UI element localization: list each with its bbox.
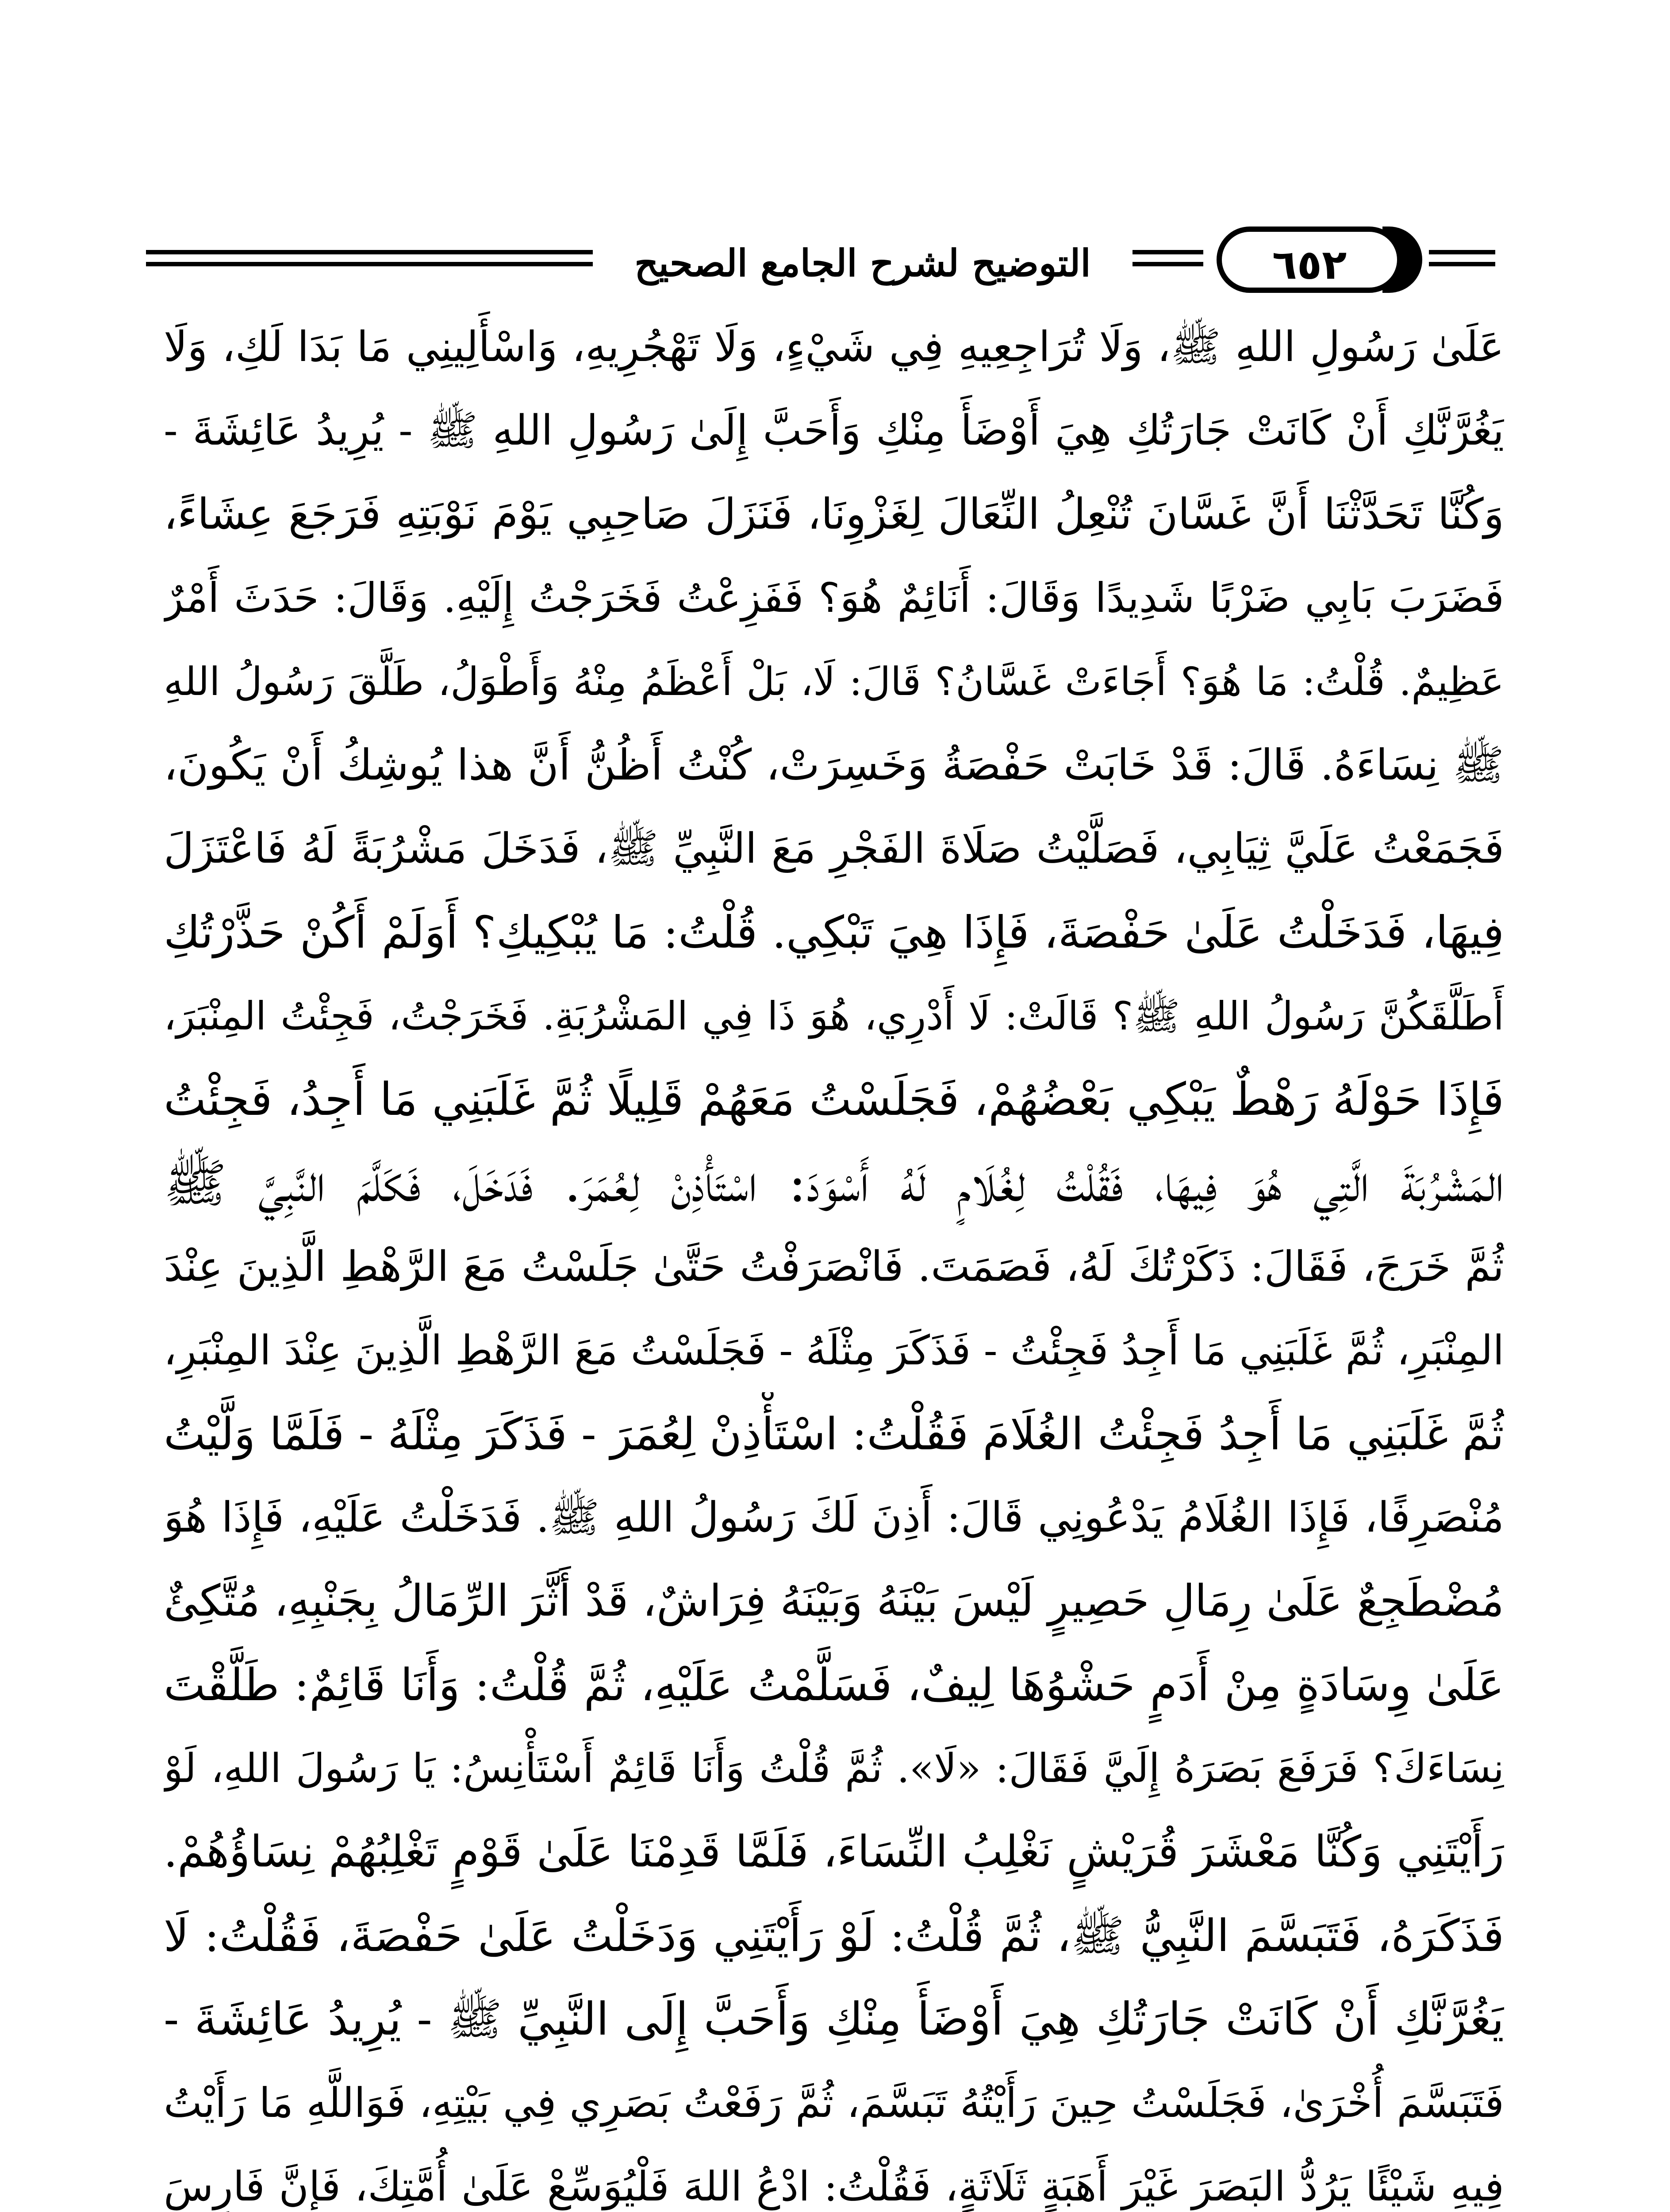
page-number: ٦٥٢ (1217, 227, 1402, 293)
text-line: المِنْبَرِ، ثُمَّ غَلَبَنِي مَا أَجِدُ فَجِئْتُ - فَذَكَرَ مِثْلَهُ - فَجَلَسْتُ مَعَ الرَّهْطِ الَّذِينَ عِنْدَ المِنْبَرِ، (164, 1327, 1504, 1374)
text-line: وَكُنَّا تَحَدَّثْنَا أَنَّ غَسَّانَ تُنْعِلُ النِّعَالَ لِغَزْوِنَا، فَنَزَلَ صَاحِبِي يَوْمَ نَوْبَتِهِ فَرَجَعَ عِشَاءً، (164, 489, 1504, 539)
text-line: نِسَاءَكَ؟ فَرَفَعَ بَصَرَهُ إِلَيَّ فَقَالَ: «لَا». ثُمَّ قُلْتُ وَأَنَا قَائِمٌ أَسْتَأْنِسُ: يَا رَسُولَ اللهِ، لَوْ (164, 1745, 1504, 1792)
text-line: عَلَىٰ وِسَادَةٍ مِنْ أَدَمٍ حَشْوُهَا لِيفٌ، فَسَلَّمْتُ عَلَيْهِ، ثُمَّ قُلْتُ: وَأَنَا قَائِمٌ: طَلَّقْتَ (164, 1659, 1504, 1711)
text-line: عَظِيمٌ. قُلْتُ: مَا هُوَ؟ أَجَاءَتْ غَسَّانُ؟ قَالَ: لَا، بَلْ أَعْظَمُ مِنْهُ وَأَطْوَلُ، طَلَّقَ رَسُولُ اللهِ (164, 659, 1504, 704)
text-line: يَغُرَّنَّكِ أَنْ كَانَتْ جَارَتُكِ هِيَ أَوْضَأَ مِنْكِ وَأَحَبَّ إِلَىٰ رَسُولِ اللهِ ﷺ - يُرِيدُ عَائِشَةَ - (164, 407, 1504, 455)
header-rule-left-top (146, 250, 593, 254)
text-line: مُنْصَرِفًا، فَإِذَا الغُلَامُ يَدْعُونِي قَالَ: أَذِنَ لَكَ رَسُولُ اللهِ ﷺ. فَدَخَلْتُ عَلَيْهِ، فَإِذَا هُوَ (164, 1494, 1504, 1542)
text-line: مُضْطَجِعٌ عَلَىٰ رِمَالِ حَصِيرٍ لَيْسَ بَيْنَهُ وَبَيْنَهُ فِرَاشٌ، قَدْ أَثَّرَ الرِّمَالُ بِجَنْبِهِ، مُتَّكِئٌ (164, 1576, 1504, 1626)
text-line: عَلَىٰ رَسُولِ اللهِ ﷺ، وَلَا تُرَاجِعِيهِ فِي شَيْءٍ، وَلَا تَهْجُرِيهِ، وَاسْأَلِينِي مَا بَدَا لَكِ، وَلَا (164, 323, 1504, 371)
text-line: ثُمَّ غَلَبَنِي مَا أَجِدُ فَجِئْتُ الغُلَامَ فَقُلْتُ: اسْتَأْذِنْ لِعُمَرَ - فَذَكَرَ مِثْلَهُ - فَلَمَّا وَلَّيْتُ (164, 1408, 1504, 1460)
body-text (164, 305, 1504, 2212)
header-rule-mid-top (1133, 250, 1203, 254)
text-line: المَشْرُبَةَ الَّتِي هُوَ فِيهَا، فَقُلْتُ لِغُلَامٍ لَهُ أَسْوَدَ: اسْتَأْذِنْ لِعُمَرَ. فَدَخَلَ، فَكَلَّمَ النَّبِيَّ ﷺ (164, 1152, 1504, 1214)
text-line: فَجَمَعْتُ عَلَيَّ ثِيَابِي، فَصَلَّيْتُ صَلَاةَ الفَجْرِ مَعَ النَّبِيِّ ﷺ، فَدَخَلَ مَشْرُبَةً لَهُ فَاعْتَزَلَ (164, 825, 1504, 873)
header-rule-right-bottom (1429, 262, 1495, 266)
header-rule-left-bottom (146, 262, 593, 266)
text-line: رَأَيْتَنِي وَكُنَّا مَعْشَرَ قُرَيْشٍ نَغْلِبُ النِّسَاءَ، فَلَمَّا قَدِمْنَا عَلَىٰ قَوْمٍ تَغْلِبُهُمْ نِسَاؤُهُمْ. (164, 1827, 1504, 1877)
header-rule-right-top (1429, 250, 1495, 254)
page-header (146, 221, 1495, 301)
text-line: ﷺ نِسَاءَهُ. قَالَ: قَدْ خَابَتْ حَفْصَةُ وَخَسِرَتْ، كُنْتُ أَظُنُّ أَنَّ هذا يُوشِكُ أَنْ يَكُونَ، (164, 740, 1504, 790)
header-rule-mid-bottom (1133, 262, 1203, 266)
text-line: فَذَكَرَهُ، فَتَبَسَّمَ النَّبِيُّ ﷺ، ثُمَّ قُلْتُ: لَوْ رَأَيْتَنِي وَدَخَلْتُ عَلَىٰ حَفْصَةَ، فَقُلْتُ: لَا (164, 1910, 1504, 1962)
text-line: فِيهِ شَيْئًا يَرُدُّ البَصَرَ غَيْرَ أَهَبَةٍ ثَلَاثَةٍ، فَقُلْتُ: ادْعُ اللهَ فَلْيُوَسِّعْ عَلَىٰ أُمَّتِكَ، فَإِنَّ فَارِسَ (164, 2163, 1504, 2210)
page-number-badge (1199, 221, 1429, 301)
text-line: فِيهَا، فَدَخَلْتُ عَلَىٰ حَفْصَةَ، فَإِذَا هِيَ تَبْكِي. قُلْتُ: مَا يُبْكِيكِ؟ أَوَلَمْ أَكُنْ حَذَّرْتُكِ (164, 906, 1504, 958)
text-line: فَضَرَبَ بَابِي ضَرْبًا شَدِيدًا وَقَالَ: أَنَائِمٌ هُوَ؟ فَفَزِعْتُ فَخَرَجْتُ إِلَيْهِ. وَقَالَ: حَدَثَ أَمْرٌ (164, 574, 1504, 622)
text-line: أَطَلَّقَكُنَّ رَسُولُ اللهِ ﷺ؟ قَالَتْ: لَا أَدْرِي، هُوَ ذَا فِي المَشْرُبَةِ. فَخَرَجْتُ، فَجِئْتُ المِنْبَرَ، (164, 993, 1504, 1039)
text-line: يَغُرَّنَّكِ أَنْ كَانَتْ جَارَتُكِ هِيَ أَوْضَأَ مِنْكِ وَأَحَبَّ إِلَى النَّبِيِّ ﷺ - يُرِيدُ عَائِشَةَ - (164, 1993, 1504, 2046)
text-line: فَتَبَسَّمَ أُخْرَىٰ، فَجَلَسْتُ حِينَ رَأَيْتُهُ تَبَسَّمَ، ثُمَّ رَفَعْتُ بَصَرِي فِي بَيْتِهِ، فَوَاللَّهِ مَا رَأَيْتُ (164, 2079, 1504, 2127)
text-line: ثُمَّ خَرَجَ، فَقَالَ: ذَكَرْتُكَ لَهُ، فَصَمَتَ. فَانْصَرَفْتُ حَتَّىٰ جَلَسْتُ مَعَ الرَّهْطِ الَّذِينَ عِنْدَ (164, 1243, 1504, 1291)
text-line: فَإِذَا حَوْلَهُ رَهْطٌ يَبْكِي بَعْضُهُمْ، فَجَلَسْتُ مَعَهُمْ قَلِيلًا ثُمَّ غَلَبَنِي مَا أَجِدُ، فَجِئْتُ (164, 1073, 1504, 1126)
running-title: التوضيح لشرح الجامع الصحيح (597, 237, 1128, 294)
